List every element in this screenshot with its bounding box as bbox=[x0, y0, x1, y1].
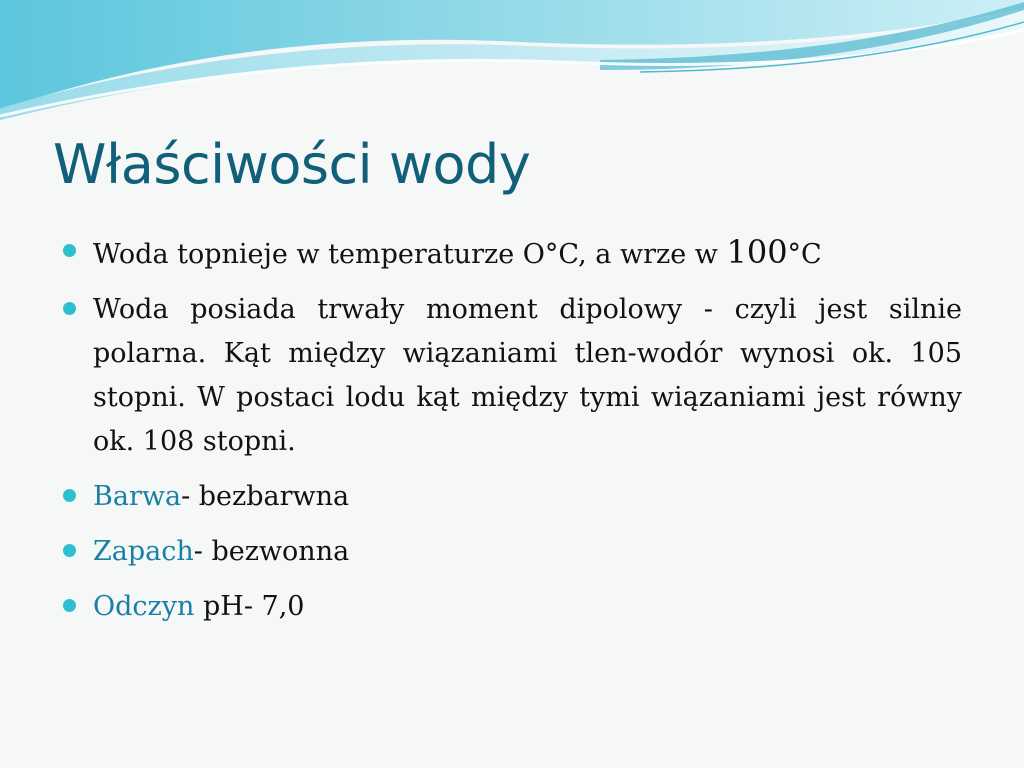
bullet-list bbox=[60, 230, 962, 629]
bullet-text: - bezwonna bbox=[193, 536, 350, 567]
bullet-dot-icon bbox=[63, 302, 76, 315]
bullet-text: Woda topnieje w temperaturze O°C, a wrze w bbox=[93, 239, 727, 270]
bullet-dot-icon bbox=[63, 544, 76, 557]
bullet-label-smell: Zapach bbox=[93, 536, 194, 567]
bullet-color bbox=[60, 475, 962, 519]
bullet-text: - bezbarwna bbox=[181, 481, 350, 512]
bullet-smell bbox=[60, 530, 962, 574]
bullet-melting-boiling bbox=[60, 230, 962, 277]
bullet-text: Woda posiada trwały moment dipolowy - czyli jest silnie polarna. Kąt między wiązaniami tlen-wodór wynosi ok. 105 stopni. W postaci lodu kąt między tymi wiązaniami jest równy ok. 108 stopni. bbox=[93, 294, 962, 457]
slide-content bbox=[60, 230, 962, 640]
bullet-text: pH- 7,0 bbox=[194, 591, 305, 622]
bullet-label-ph: Odczyn bbox=[93, 591, 195, 622]
boiling-point-unit: °C bbox=[787, 239, 822, 270]
bullet-dot-icon bbox=[63, 599, 76, 612]
bullet-label-color: Barwa bbox=[93, 481, 182, 512]
boiling-point-number: 100 bbox=[726, 233, 788, 271]
bullet-ph bbox=[60, 585, 962, 629]
slide-title: Właściwości wody bbox=[53, 133, 531, 196]
bullet-dot-icon bbox=[63, 244, 76, 257]
header-wave-decoration bbox=[0, 0, 1024, 130]
bullet-dipole bbox=[60, 288, 962, 464]
bullet-dot-icon bbox=[63, 489, 76, 502]
